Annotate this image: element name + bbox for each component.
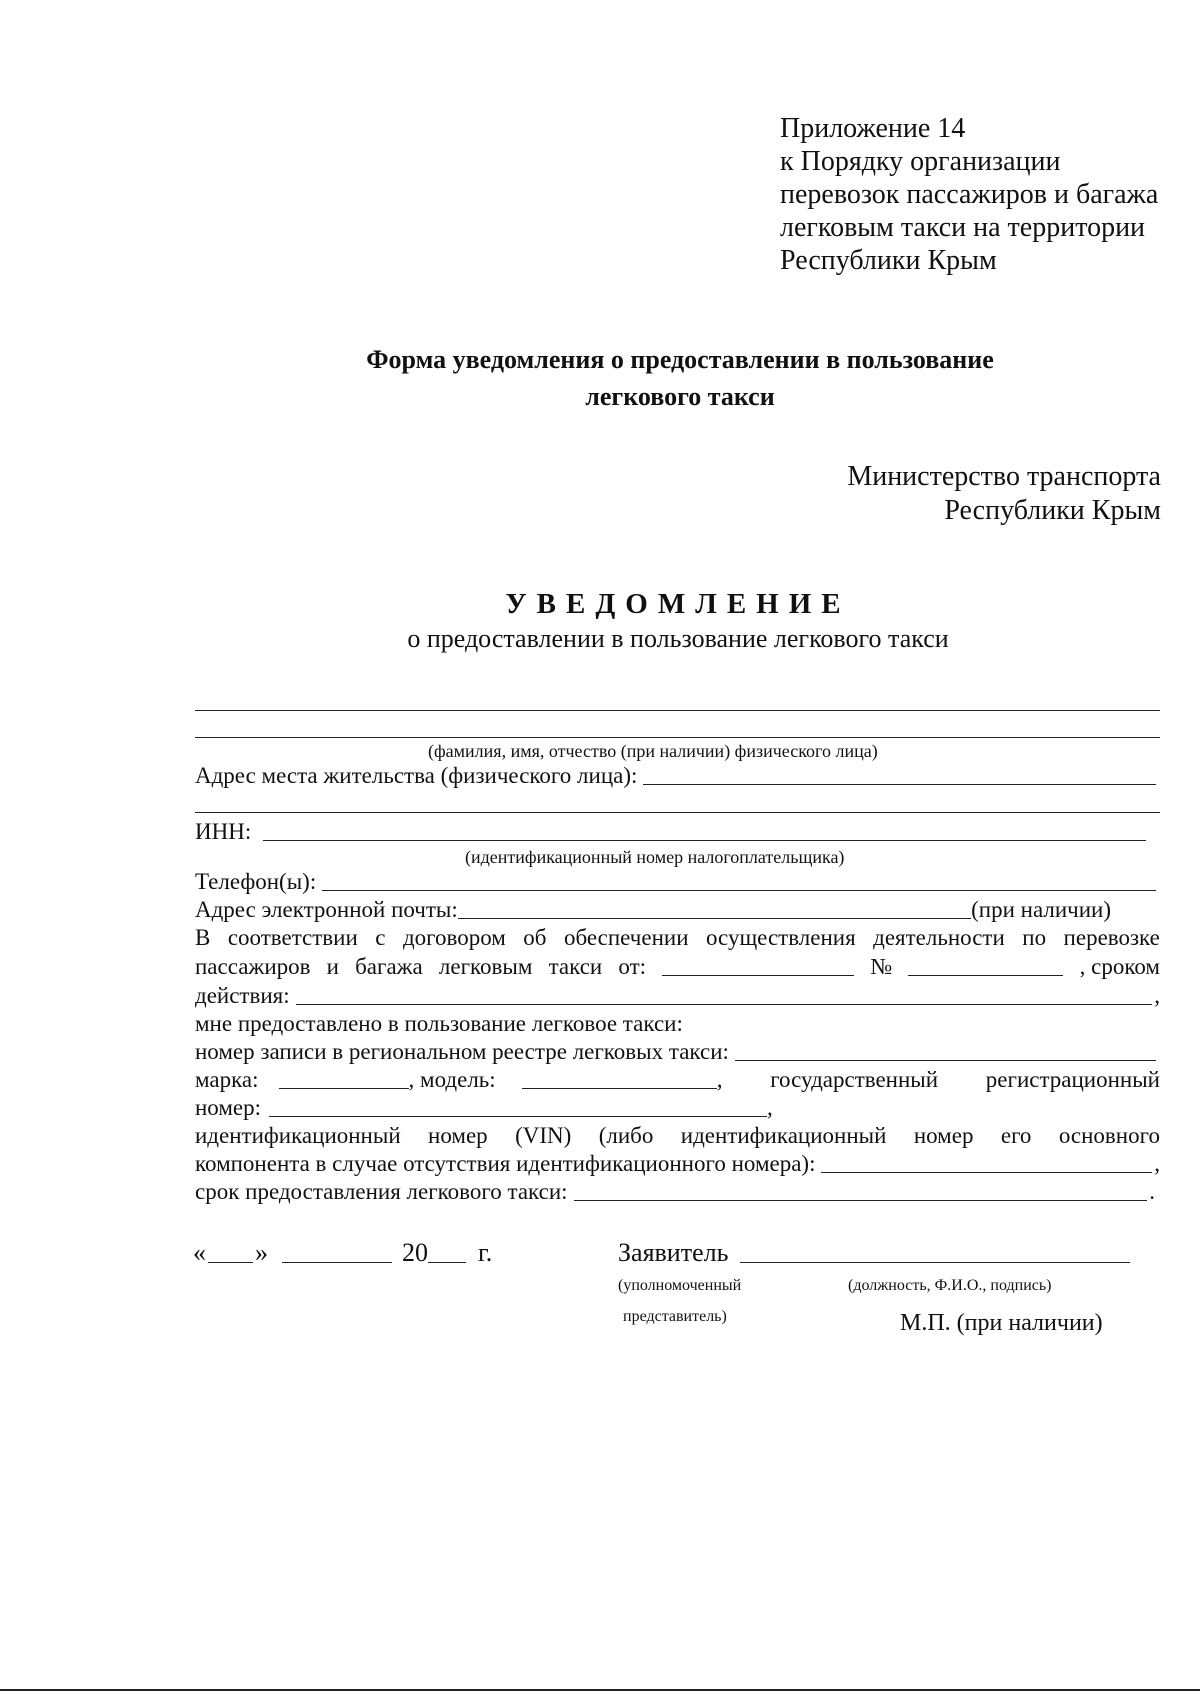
email-field[interactable]: [458, 918, 971, 919]
vin-comma: ,: [1154, 1151, 1160, 1176]
reg-number-row: [195, 1094, 1160, 1122]
vin-word: (VIN): [515, 1123, 572, 1148]
contract-number-field[interactable]: [908, 975, 1063, 976]
inn-caption: (идентификационный номер налогоплательщика): [465, 847, 845, 867]
vin-label: компонента в случае отсутствия идентификационного номера):: [195, 1151, 816, 1176]
appendix-line: легковым такси на территории: [780, 212, 1146, 243]
reg-number-comma: ,: [767, 1095, 773, 1120]
month-field[interactable]: [282, 1262, 392, 1263]
contract-word: В: [195, 925, 211, 950]
phone-field[interactable]: [322, 890, 1156, 891]
term-word: , сроком: [1079, 954, 1160, 979]
contract-word: легковым: [438, 954, 533, 979]
day-field[interactable]: [208, 1262, 253, 1263]
contract-word: по: [1022, 925, 1047, 950]
appendix-line: Республики Крым: [780, 245, 997, 276]
year-prefix: 20: [402, 1238, 428, 1267]
contract-word: пассажиров: [195, 954, 311, 979]
phone-row: [195, 868, 1160, 896]
inn-field[interactable]: [263, 840, 1146, 841]
notice-title: УВЕДОМЛЕНИЕ: [505, 588, 851, 620]
contract-word: обеспечении: [563, 925, 689, 950]
contract-word: договором: [402, 925, 506, 950]
registry-row: [195, 1038, 1160, 1066]
provided-row: [195, 1010, 1160, 1038]
contract-word: перевозке: [1063, 925, 1160, 950]
phone-label: Телефон(ы):: [195, 869, 317, 894]
vin-row: [195, 1150, 1160, 1178]
registry-label: номер записи в региональном реестре легковых такси:: [195, 1039, 729, 1064]
year-suffix: г.: [478, 1238, 493, 1267]
signature-date: [193, 1238, 492, 1268]
authorized-caption-1: (уполномоченный: [618, 1277, 742, 1294]
full-name-line-2[interactable]: [195, 737, 1160, 738]
contract-word: деятельности: [873, 925, 1005, 950]
quote-close: »: [255, 1238, 268, 1267]
notice-subtitle: о предоставлении в пользование легкового такси: [407, 624, 949, 653]
model-label: , модель:: [408, 1067, 496, 1092]
validity-comma: ,: [1154, 983, 1160, 1008]
contract-word: с: [375, 925, 386, 950]
applicant-signature: [618, 1238, 1130, 1268]
form-title-line: легкового такси: [585, 382, 775, 411]
addressee-line: Министерство транспорта: [847, 461, 1161, 492]
email-optional-note: (при наличии): [971, 897, 1111, 922]
reg-number-label: номер:: [195, 1095, 262, 1120]
address-field[interactable]: [643, 784, 1156, 785]
state-reg-word: государственный: [770, 1067, 939, 1092]
validity-field[interactable]: [296, 1004, 1153, 1005]
contract-word: осуществления: [705, 925, 856, 950]
number-sign: №: [870, 954, 893, 979]
contract-word: об: [523, 925, 547, 950]
applicant-label: Заявитель: [618, 1238, 729, 1267]
vin-field[interactable]: [821, 1172, 1152, 1173]
full-name-caption: (фамилия, имя, отчество (при наличии) физического лица): [428, 741, 878, 761]
provided-text: мне предоставлено в пользование легковое такси:: [195, 1011, 683, 1036]
period-dot: .: [1149, 1179, 1155, 1204]
authorized-caption-2: представитель): [623, 1308, 727, 1325]
vin-word: (либо: [598, 1123, 654, 1148]
form-title-line: Форма уведомления о предоставлении в пользование: [366, 345, 994, 374]
vin-word: основного: [1058, 1123, 1160, 1148]
state-reg-word: ,: [716, 1067, 723, 1092]
contract-word: багажа: [355, 954, 423, 979]
vin-text-line-1: [195, 1122, 1160, 1150]
full-name-line-1[interactable]: [195, 710, 1160, 711]
inn-row: [195, 818, 1150, 846]
position-caption: (должность, Ф.И.О., подпись): [848, 1277, 1052, 1294]
appendix-reference: [780, 112, 1158, 277]
address-line-2[interactable]: [195, 812, 1160, 813]
stamp-label: М.П. (при наличии): [900, 1310, 1103, 1336]
contract-word: такси: [548, 954, 603, 979]
year-field[interactable]: [428, 1262, 466, 1263]
brand-model-row: [195, 1066, 1160, 1094]
state-reg-word: регистрационный: [985, 1067, 1160, 1092]
contract-date-field[interactable]: [662, 975, 854, 976]
form-title: [0, 341, 1200, 415]
vin-word: номер: [428, 1123, 488, 1148]
contract-word: от:: [618, 954, 647, 979]
period-field[interactable]: [574, 1200, 1148, 1201]
address-row: [195, 762, 1160, 790]
period-label: срок предоставления легкового такси:: [195, 1179, 568, 1204]
footer-rule: [0, 1689, 1200, 1691]
model-field[interactable]: [522, 1088, 717, 1089]
contract-word: соответствии: [227, 925, 358, 950]
brand-field[interactable]: [279, 1088, 409, 1089]
appendix-line: перевозок пассажиров и багажа: [780, 179, 1159, 210]
email-label: Адрес электронной почты:: [195, 897, 458, 922]
state-reg-words: [717, 1066, 1160, 1094]
quote-open: «: [193, 1238, 206, 1267]
contract-text-line-2: [195, 953, 1160, 981]
validity-row: [195, 982, 1160, 1010]
vin-word: номер: [913, 1123, 974, 1148]
addressee-line: Республики Крым: [944, 495, 1161, 526]
email-row: [195, 896, 1160, 924]
addressee: [847, 460, 1161, 528]
address-label: Адрес места жительства (физического лица):: [195, 763, 638, 788]
registry-number-field[interactable]: [735, 1060, 1156, 1061]
vin-word: его: [1000, 1123, 1032, 1148]
appendix-line: к Порядку организации: [780, 146, 1061, 177]
vin-word: идентификационный: [680, 1123, 887, 1148]
validity-label: действия:: [195, 983, 290, 1008]
appendix-line: Приложение 14: [780, 113, 966, 144]
period-row: [195, 1178, 1155, 1206]
contract-word: и: [326, 954, 339, 979]
reg-number-field[interactable]: [269, 1116, 767, 1117]
applicant-signature-field[interactable]: [740, 1262, 1130, 1263]
contract-text-line-1: [195, 924, 1160, 952]
inn-label: ИНН:: [195, 819, 252, 844]
brand-label: марка:: [195, 1067, 259, 1092]
vin-word: идентификационный: [195, 1123, 401, 1148]
